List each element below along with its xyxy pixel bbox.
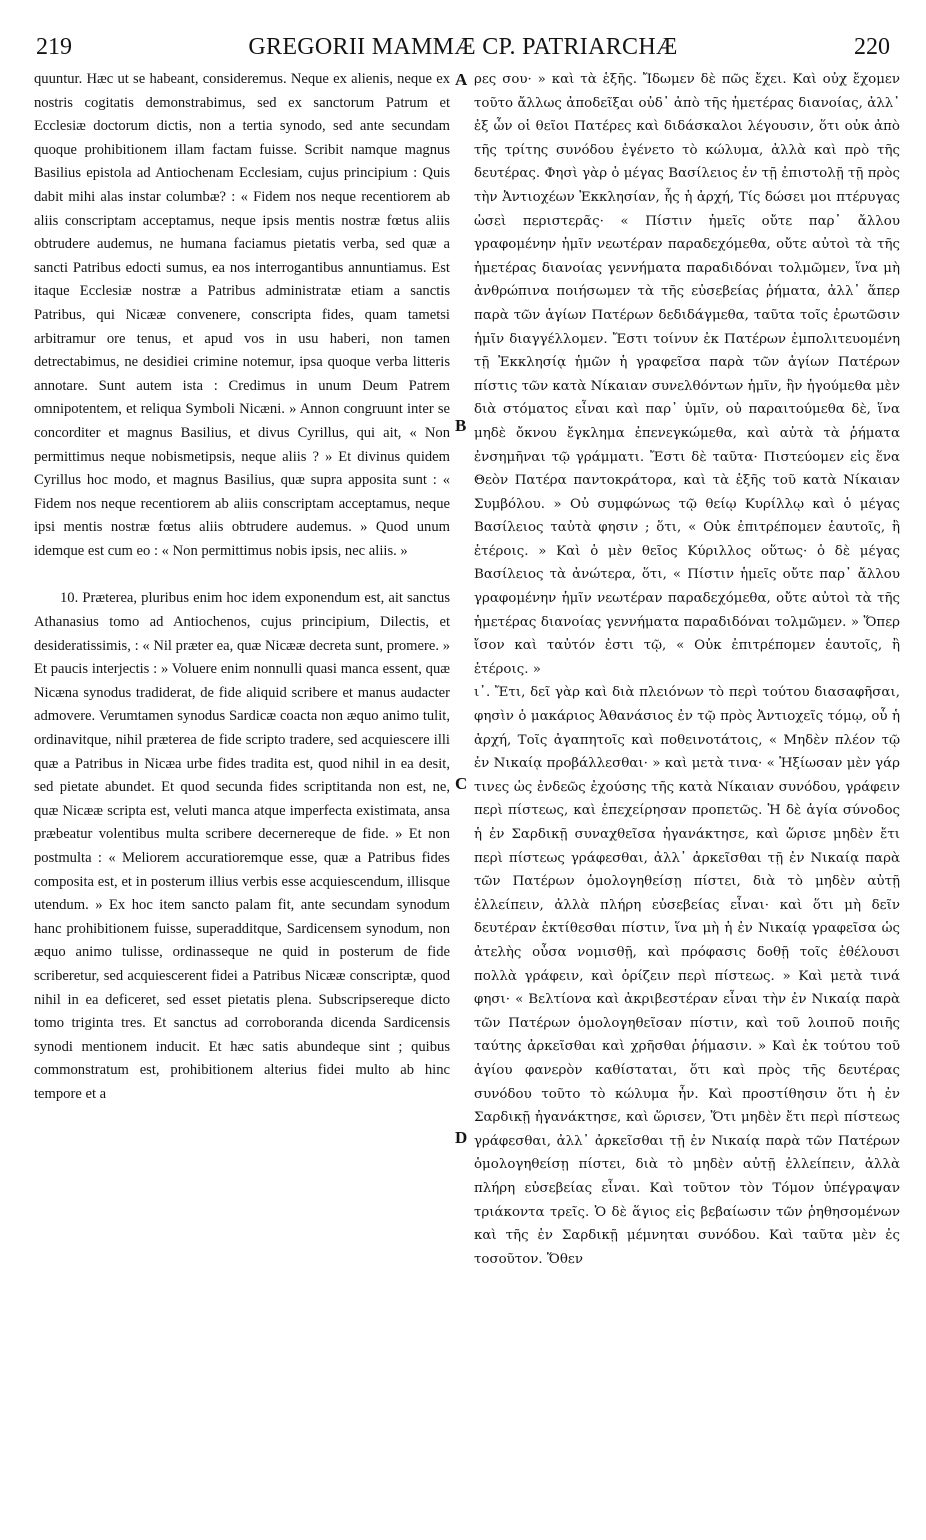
- greek-paragraph-1: ρες σου· » καὶ τὰ ἑξῆς. Ἴδωμεν δὲ πῶς ἔχει. Καὶ οὐχ ἔχομεν τοῦτο ἄλλως ἀποδεῖξαι οὐδ᾽ ἀπὸ τῆς ἡμετέρας διανοίας, ἀλλ᾽ ἐξ ὧν οἱ θεῖοι Πατέρες καὶ διδάσκαλοι λέγουσιν, ὅτι οὐκ ἀπὸ τῆς τρίτης συνόδου ἐγένετο τὸ κώλυμα, ἀλλὰ καὶ πρὸ τῆς δευτέρας. Φησὶ γὰρ ὁ μέγας Βασίλειος ἐν τῇ ἐπιστολῇ τῇ πρὸς τὴν Ἀντιοχέων Ἐκκλησίαν, ἧς ἡ ἀρχή, Τίς δώσει μοι πτέρυγας ὡσεὶ περιστερᾶς· « Πίστιν ἡμεῖς οὔτε παρ᾽ ἄλλου γραφομένην ἡμῖν νεωτέραν παραδεχόμεθα, οὔτε αὐτοὶ τὰ τῆς ἡμετέρας διανοίας γεννήματα παραδιδόναι τολμῶμεν, ἵνα μὴ ἀνθρώπινα ποιήσωμεν τὰ τῆς εὐσεβείας ῥήματα, ἀλλ᾽ ἅπερ παρὰ τῶν ἁγίων Πατέρων δεδιδάγμεθα, ταῦτα τοῖς ἐρωτῶσιν ἡμῖν διαγγέλλομεν. Ἔστι τοίνυν ἐκ Πατέρων ἐμπολιτευομένη τῇ Ἐκκλησίᾳ ἡμῶν ἡ γραφεῖσα παρὰ τῶν ἁγίων Πατέρων πίστις τῶν κατὰ Νίκαιαν συνελθόντων ἡμῖν, ἣν ἡγούμεθα μὲν διὰ στόματος εἶναι καὶ παρ᾽ ὑμῖν, οὐ παραιτούμεθα δὲ, ἵνα μηδὲ ὄκνου ἔγκλημα ἐπενεγκώμεθα, καὶ αὐτὰ τὰ ῥήματα ἐνσημῆναι τῷ γράμματι. Ἔστι δὲ ταῦτα· Πιστεύομεν εἰς ἕνα Θεὸν Πατέρα παντοκράτορα, καὶ τὰ ἑξῆς τοῦ κατὰ Νίκαιαν Συμβόλου. » Οὐ συμφώνως τῷ θείῳ Κυρίλλῳ καὶ ὁ μέγας Βασίλειος ταὐτὰ φησιν ; ὅτι, « Οὐκ ἐπιτρέπομεν ἑαυτοῖς, ἢ ἑτέροις. » Καὶ ὁ μὲν θεῖος Κύριλλος οὕτως· ὁ δὲ μέγας Βασίλειος τὰ ἀνώτερα, ὅτι, « Πίστιν ἡμεῖς οὔτε παρ᾽ ἄλλου γραφομένην ἡμῖν νεωτέραν παραδεχόμεθα, οὔτε αὐτοὶ τὰ τῆς ἡμετέρας διανοίας γεννήματα παραδιδόναι τολμῶμεν. » Ὅπερ ἴσον καὶ ταὐτόν ἐστι τῷ, « Οὐκ ἐπιτρέπομεν ἑαυτοῖς, ἢ ἑτέροις. »: [474, 72, 900, 677]
- latin-column: [34, 68, 450, 1107]
- margin-marker-a: A: [455, 70, 468, 89]
- margin-marker-b: B: [455, 416, 467, 435]
- page-number-right: 220: [854, 34, 890, 60]
- margin-marker-d: D: [455, 1128, 468, 1147]
- latin-paragraph-10: 10. Præterea, pluribus enim hoc idem exponendum est, ait sanctus Athanasius tomo ad Antiochenos, cujus principium, Dilectis, et desideratissimis, : « Nil præter ea, quæ Nicææ decreta sunt, promere. » Et paucis interjectis : » Voluere enim nonnulli quasi manca essent, quæ Nicæna synodus tradiderat, de fide aliquid scribere et manus audacter admovere. Verumtamen synodus Sardicæ coacta non æquo animo tulit, ordinavitque, nihil præterea de fide scripto tradere, sed acquiescere illi quæ a Patribus in Nicæa urbe fides tradita est, quod nihil in ea desit, sed pietate abundet. Et quod secunda fides scriptitanda non est, ne, quæ Nicææ scripta est, veluti manca atque imperfecta existimata, ansa præbeatur volentibus multa scribere decernereque de fide. » Et non postmulta : « Meliorem accuratioremque esse, quæ a Patribus fides composita est, et in posterum illius verbis esse acquiescendum, illisque utendum. » Ex hoc item sancto palam fit, ante secundam synodum hanc prohibitionem fuisse, superadditque, Sardicensem synodum, non æquo animo tulisse, ordinasseque ne quid in posterum de fide scriberetur, sed acquiescerent fidei a Patribus Nicææ conscriptæ, quod nihil in ea deficeret, sed esset pietatis plena. Subscripsereque dicto tomo triginta tres. Et sanctus ad corroboranda dicenda Sardicensis synodi mentionem inducit. Et hæc satis abundeque sint ; quibus commonstratum est, prohibitionem alterius fidei multo ab hinc tempore et a: [34, 590, 450, 1102]
- running-title: GREGORII MAMMÆ CP. PATRIARCHÆ: [248, 34, 678, 60]
- page-number-left: 219: [36, 34, 72, 60]
- margin-marker-c: C: [455, 774, 468, 793]
- greek-paragraph-10: ι᾽. Ἔτι, δεῖ γὰρ καὶ διὰ πλειόνων τὸ περὶ τούτου διασαφῆσαι, φησὶν ὁ μακάριος Ἀθανάσιος ἐν τῷ πρὸς Ἀντιοχεῖς τόμῳ, οὗ ἡ ἀρχή, Τοῖς ἀγαπητοῖς καὶ ποθεινοτάτοις, « Μηδὲν πλέον τῷ ἐν Νικαίᾳ προβάλλεσθαι· » καὶ μετὰ τινα· « Ἠξίωσαν μὲν γάρ τινες ὡς ἐνδεῶς ἐχούσης τῆς κατὰ Νίκαιαν συνόδου, γράφειν περὶ πίστεως, καὶ ἐπεχείρησαν προπετῶς. Ἡ δὲ ἁγία σύνοδος ἡ ἐν Σαρδικῇ συναχθεῖσα ἠγανάκτησε, καὶ ὥρισε μηδὲν ἔτι περὶ πίστεως γράφεσθαι, ἀλλ᾽ ἀρκεῖσθαι τῇ ἐν Νικαίᾳ παρὰ τῶν Πατέρων ὁμολογηθείσῃ πίστει, διὰ τὸ μηδὲν αὐτῇ ἐλλείπειν, ἀλλὰ πλήρη εὐσεβείας εἶναι· καὶ ὅτι μὴ δεῖν δευτέραν ἐκτίθεσθαι πίστιν, ἵνα μὴ ἡ ἐν Νικαίᾳ γραφεῖσα ὡς ἀτελὴς οὖσα νομισθῇ, καὶ πρόφασις δοθῇ τοῖς ἐθέλουσι πολλὰ γράφειν, καὶ ὁρίζειν περὶ πίστεως. » Καὶ μετὰ τινά φησι· « Βελτίονα καὶ ἀκριβεστέραν εἶναι τὴν ἐν Νικαίᾳ παρὰ τῶν Πατέρων ὁμολογηθεῖσαν πίστιν, καὶ τοῦ λοιποῦ ποιῆς ταύτης ἀρκεῖσθαι καὶ χρῆσθαι ῥήμασιν. » Καὶ ἐκ τούτου τοῦ ἁγίου φανερὸν καθίσταται, ὅτι καὶ πρὸς τῆς δευτέρας συνόδου τοῦτο τὸ κώλυμα ἦν. Καὶ προστίθησιν ὅτι ἡ ἐν Σαρδικῇ ἠγανάκτησε, καὶ ὥρισεν, Ὅτι μηδὲν ἔτι περὶ πίστεως γράφεσθαι, ἀλλ᾽ ἀρκεῖσθαι τῇ ἐν Νικαίᾳ παρὰ τῶν Πατέρων ὁμολογηθείσῃ πίστει, διὰ τὸ μηδὲν αὐτῇ ἐλλείπειν, ἀλλὰ πλήρη εὐσεβείας εἶναι. Καὶ τοῦτον τὸν Τόμον ὑπέγραψαν τριάκοντα τρεῖς. Ὁ δὲ ἅγιος εἰς βεβαίωσιν τῶν ῥηθησομένων καὶ τῆς ἐν Σαρδικῇ μέμνηται συνόδου. Καὶ ταῦτα μὲν ἐς τοσοῦτον. Ὅθεν: [474, 685, 900, 1267]
- running-header: [0, 34, 926, 68]
- latin-paragraph-1: quuntur. Hæc ut se habeant, consideremus. Neque ex alienis, neque ex nostris cogitatis demonstrabimus, sed ex sanctorum Patrum et Ecclesiæ doctorum dictis, non a tertia synodo, sed ante secundam quoque prohibitionem illam factam fuisse. Scribit namque magnus Basilius epistola ad Antiochenam Ecclesiam, cujus principium : Quis dabit mihi alas instar columbæ? : « Fidem nos neque recentiorem ab aliis conscriptam acceptamus, neque ipsis mentis nostræ fœtus aliis obtrudere audemus, ne humana faciamus pietatis verba, sed quæ a sancti Patribus edocti sumus, ea nos interrogantibus annuntiamus. Est itaque Ecclesiæ nostræ a Patribus administratæ etiam a sanctis Patribus, qui Nicææ convenere, conscripta fides, quam tametsi arbitramur ore tenus, et apud vos in usu haberi, non tamen detrectabimus, ne desidiei crimine notemur, ipsa quoque verba litteris annotare. Sunt autem ista : Credimus in unum Deum Patrem omnipotentem, et reliqua Symboli Nicæni. » Annon congruunt inter se concorditer et magnus Basilius, et divus Cyrillus, qui ait, « Non permittimus neque nobismetipsis, neque aliis ? » Et divinus quidem Cyrillus hoc modo, et magnus Basilius, quæ supra apposita sunt : « Fidem nos neque recentiorem ab aliis conscriptam acceptamus, neque ipsi mentis nostræ fœtus aliis obtrudere audemus. » Quod unum idemque est cum eo : « Non permittimus nobis ipsis, nec aliis. »: [34, 71, 450, 559]
- greek-column: [474, 68, 900, 1271]
